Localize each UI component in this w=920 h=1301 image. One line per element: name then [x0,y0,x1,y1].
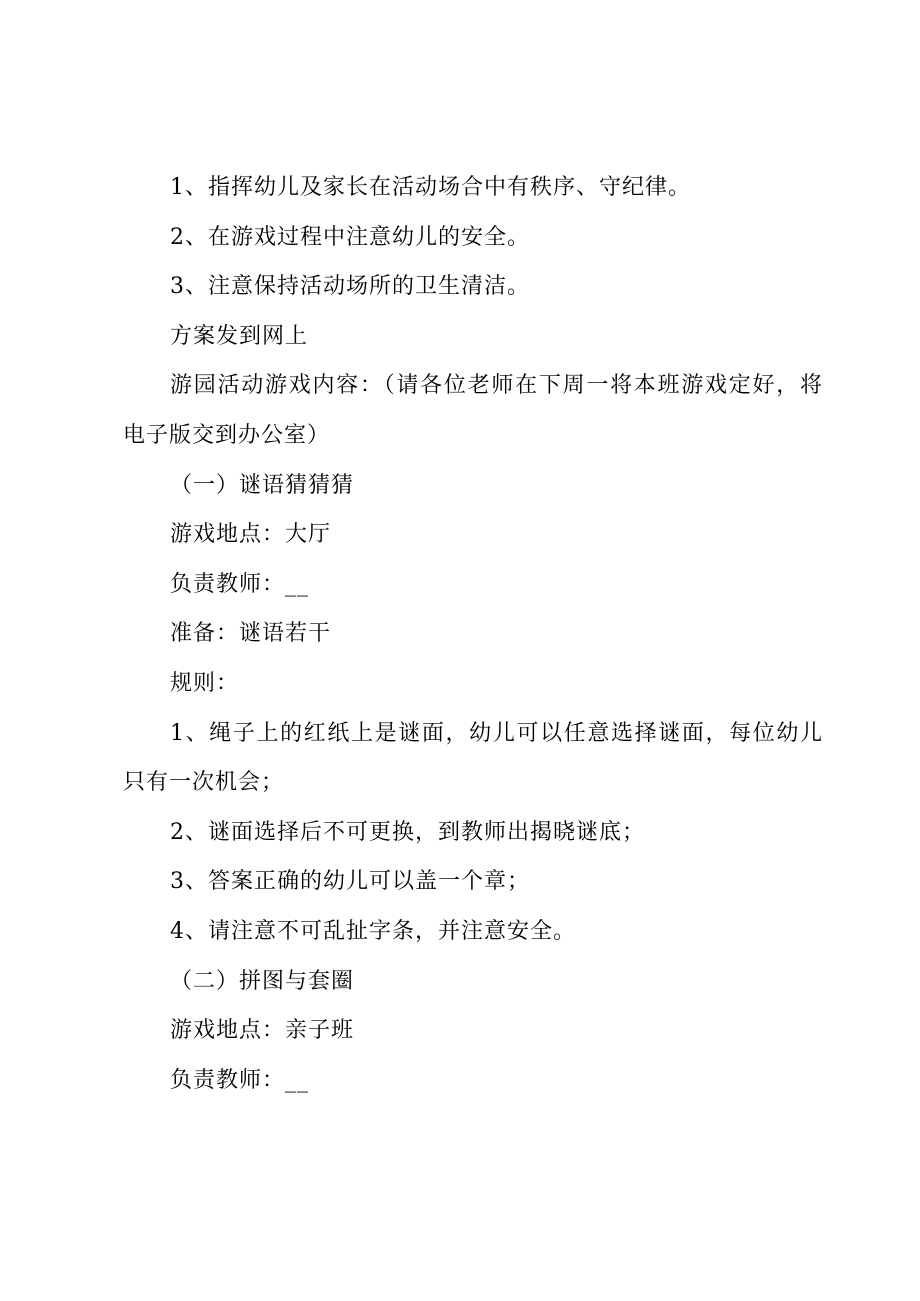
paragraph-rule-4: 4、请注意不可乱扯字条，并注意安全。 [170,918,576,944]
section-heading-riddle: （一）谜语猜猜猜 [170,472,355,498]
paragraph-location-parent-class: 游戏地点：亲子班 [170,1018,355,1044]
paragraph-instruction-2: 2、在游戏过程中注意幼儿的安全。 [170,224,530,250]
paragraph-location-hall: 游戏地点：大厅 [170,522,332,548]
paragraph-preparation: 准备：谜语若干 [170,621,332,647]
paragraph-rule-1: 1、绳子上的红纸上是谜面，幼儿可以任意选择谜面，每位幼儿只有一次机会； [123,720,823,796]
paragraph-plan-online: 方案发到网上 [170,323,309,349]
paragraph-rule-2: 2、谜面选择后不可更换，到教师出揭晓谜底； [170,819,645,845]
paragraph-instruction-1: 1、指挥幼儿及家长在活动场合中有秩序、守纪律。 [170,175,691,200]
section-heading-puzzle: （二）拼图与套圈 [170,968,355,994]
paragraph-game-content-intro: 游园活动游戏内容：（请各位老师在下周一将本班游戏定好，将电子版交到办公室） [123,373,823,448]
paragraph-rules-heading: 规则： [170,670,240,696]
paragraph-rule-3: 3、答案正确的幼儿可以盖一个章； [170,869,530,895]
document-body [123,163,823,1105]
paragraph-instruction-3: 3、注意保持活动场所的卫生清洁。 [170,274,530,300]
paragraph-teacher-1: 负责教师：__ [170,571,310,597]
paragraph-teacher-2: 负责教师：__ [170,1067,310,1093]
